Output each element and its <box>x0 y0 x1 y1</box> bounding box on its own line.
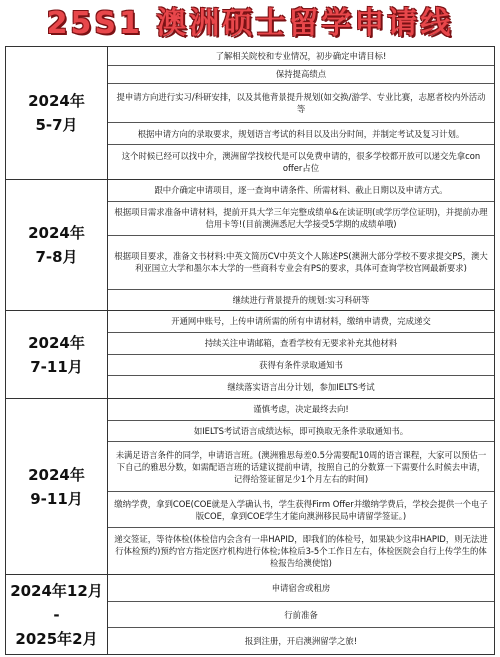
timeline-table <box>5 46 495 655</box>
task-row: 保持提高绩点 <box>108 66 494 84</box>
section-date <box>6 311 108 398</box>
task-row: 继续进行背景提升的规划:实习科研等 <box>232 295 370 306</box>
task-row: 根据项目要求，准备文书材料:中英文简历CV中英文个人陈述PS(澳洲大部分学校不要求提交PS，澳大利亚国立大学和墨尔本大学的一些商科专业会有PS的要求，具体可查询学校官网最新要求) <box>108 236 494 291</box>
task-row: 行前准备 <box>108 602 494 628</box>
date-line: 2025年2月 <box>15 629 98 648</box>
timeline-section <box>6 399 494 575</box>
task-row: 跟中介确定申请项目，逐一查询申请条件、所需材料、截止日期以及申请方式。 <box>108 180 494 202</box>
task-row: 报到注册，开启澳洲留学之旅! <box>244 636 358 646</box>
date-line: - <box>53 605 60 624</box>
task-row: 如IELTS考试语言成绩达标，即可换取无条件录取通知书。 <box>108 421 494 442</box>
section-date <box>6 399 108 574</box>
task-row: 继续落实语言出分计划，参加IELTS考试 <box>227 382 375 393</box>
date-line: 2024年 <box>28 92 85 110</box>
timeline-section <box>6 47 494 180</box>
date-line: 9-11月 <box>30 489 83 508</box>
section-rows <box>108 180 494 310</box>
date-line: 7-11月 <box>30 357 83 376</box>
section-rows <box>108 575 494 654</box>
page-title: 25S1 澳洲硕士留学申请线 <box>46 6 454 41</box>
section-rows <box>108 47 494 179</box>
task-row: 根据项目需求准备申请材料，提前开具大学三年完整成绩单&在读证明(或学历学位证明)，并提前办理信用卡等!(目前澳洲悉尼大学接受5学期的成绩单哦) <box>108 202 494 236</box>
task-row: 获得有条件录取通知书 <box>108 355 494 377</box>
task-row: 提申请方向进行实习/科研安排，以及其他背景提升规划(如交换/游学、专业比赛，志愿者校内外活动等 <box>108 84 494 124</box>
task-row: 谨慎考虑，决定最终去向! <box>108 399 494 421</box>
date-line: 2024年 <box>28 465 85 484</box>
task-row: 申请宿舍或租房 <box>108 575 494 602</box>
date-line: 2024年12月 <box>10 581 103 600</box>
task-row: 递交签证，等待体检(体检信内会含有一串HAPID，即我们的体检号，如果缺少这串HAPID，则无法进行体检预约)预约官方指定医疗机构进行体检;体检后3-5个工作日左右，体检医院会自行上传学生的体检报告给澳使馆) <box>114 534 488 569</box>
timeline-section <box>6 180 494 311</box>
timeline-section <box>6 311 494 399</box>
section-rows <box>108 311 494 398</box>
date-line: 5-7月 <box>35 116 78 134</box>
date-line: 2024年 <box>28 224 85 242</box>
section-date <box>6 180 108 310</box>
task-row: 缴纳学费，拿到COE(COE就是入学确认书，学生获得Firm Offer并缴纳学费后，学校会提供一个电子版COE，拿到COE学生才能向澳洲移民局申请留学签证。) <box>108 492 494 528</box>
section-date <box>6 47 108 179</box>
task-row: 根据申请方向的录取要求，规划语言考试的科目以及出分时间，并制定考试及复习计划。 <box>108 123 494 145</box>
timeline-section <box>6 575 494 654</box>
section-date <box>6 575 108 654</box>
task-row: 这个时候已经可以找中介，澳洲留学找校代是可以免费申请的，很多学校都开放可以递交先拿con offer占位 <box>121 151 481 174</box>
task-row: 未满足语言条件的同学，申请语言班。(澳洲雅思每差0.5分需要配10周的语言课程，大家可以预估一下自己的雅思分数，如需配语言班的话建议提前申请，按照自己的分数算一下需要什么时候去申请，记得给签证留足少1个月左右的时间) <box>108 442 494 493</box>
date-line: 2024年 <box>28 333 85 352</box>
date-line: 7-8月 <box>35 248 78 266</box>
task-row: 开通网申账号，上传申请所需的所有申请材料，缴纳申请费，完成递交 <box>108 311 494 333</box>
task-row: 了解相关院校和专业情况，初步确定申请目标! <box>108 47 494 66</box>
task-row: 持续关注申请邮箱，查看学校有无要求补充其他材料 <box>108 333 494 355</box>
section-rows <box>108 399 494 574</box>
